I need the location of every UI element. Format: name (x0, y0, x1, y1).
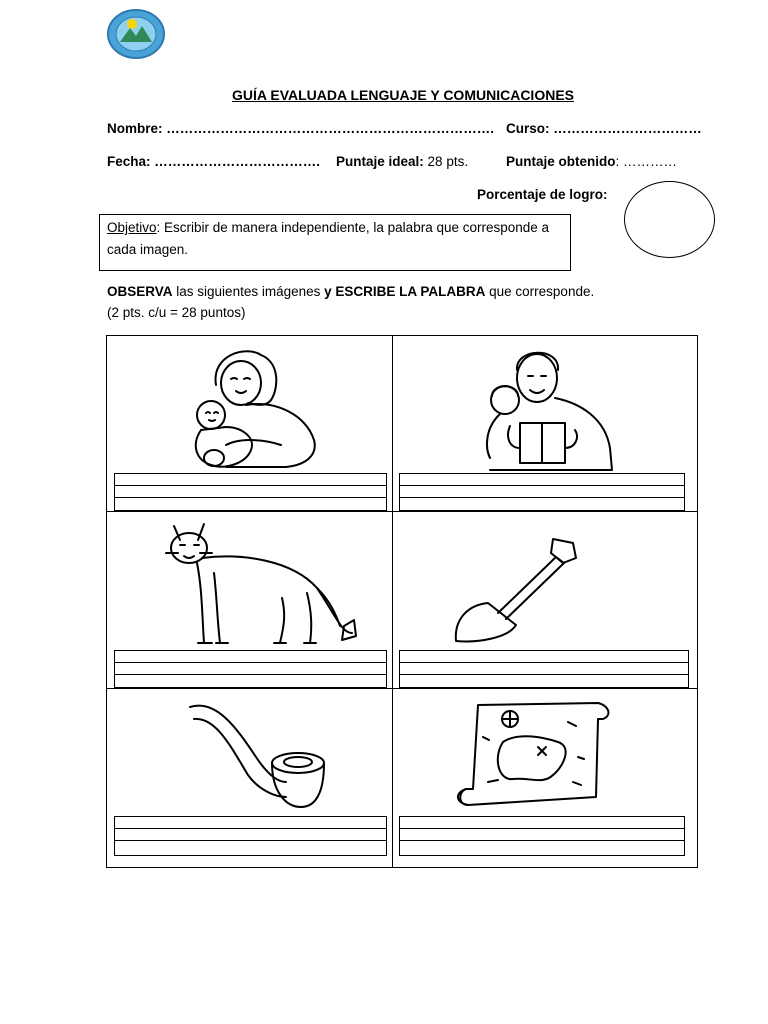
page-title: GUÍA EVALUADA LENGUAJE Y COMUNICACIONES (232, 87, 574, 103)
puntaje-ideal-value: 28 pts. (427, 154, 469, 169)
answer-lines-2[interactable] (399, 473, 685, 511)
objective-box (99, 214, 571, 271)
curso-blank[interactable]: …………………………… (553, 121, 702, 136)
grid-divider-vertical (392, 335, 393, 868)
nombre-label: Nombre: (107, 121, 163, 136)
answer-lines-6[interactable] (399, 816, 685, 856)
porcentaje-circle[interactable] (624, 181, 715, 258)
pipe-image (186, 697, 330, 813)
fecha-label: Fecha: (107, 154, 151, 169)
instruction-line1: OBSERVA las siguientes imágenes y ESCRIBE LA PALABRA que corresponde. (107, 284, 595, 299)
instruction (107, 281, 594, 323)
answer-lines-3[interactable] (114, 650, 387, 688)
nombre-row (107, 121, 494, 136)
answer-lines-4[interactable] (399, 650, 689, 688)
nombre-blank[interactable]: ………………………………………………………………. (166, 121, 495, 136)
puntaje-ideal (336, 154, 468, 169)
answer-lines-1[interactable] (114, 473, 387, 511)
puma-image (162, 518, 362, 650)
porcentaje-label: Porcentaje de logro: (477, 187, 608, 202)
mother-baby-image (186, 345, 326, 473)
puntaje-obtenido-label: Puntaje obtenido (506, 154, 616, 169)
puntaje-ideal-label: Puntaje ideal: (336, 154, 424, 169)
fecha-blank[interactable]: ………………………………. (154, 154, 321, 169)
fecha-row (107, 154, 320, 169)
treasure-map-image (448, 697, 618, 813)
school-logo (106, 8, 166, 60)
curso-row (506, 121, 702, 136)
objective-label: Objetivo (107, 220, 157, 235)
puntaje-obtenido-blank[interactable]: : ………… (615, 154, 678, 169)
curso-label: Curso: (506, 121, 550, 136)
objective-text: : Escribir de manera independiente, la palabra que corresponde a cada imagen. (107, 220, 550, 257)
puntaje-obtenido (506, 154, 677, 169)
grid-divider-row2 (106, 688, 698, 689)
answer-lines-5[interactable] (114, 816, 387, 856)
father-son-image (480, 348, 615, 473)
shovel-image (448, 533, 583, 645)
instruction-line2: (2 pts. c/u = 28 puntos) (107, 305, 246, 320)
grid-divider-row1 (106, 511, 698, 512)
